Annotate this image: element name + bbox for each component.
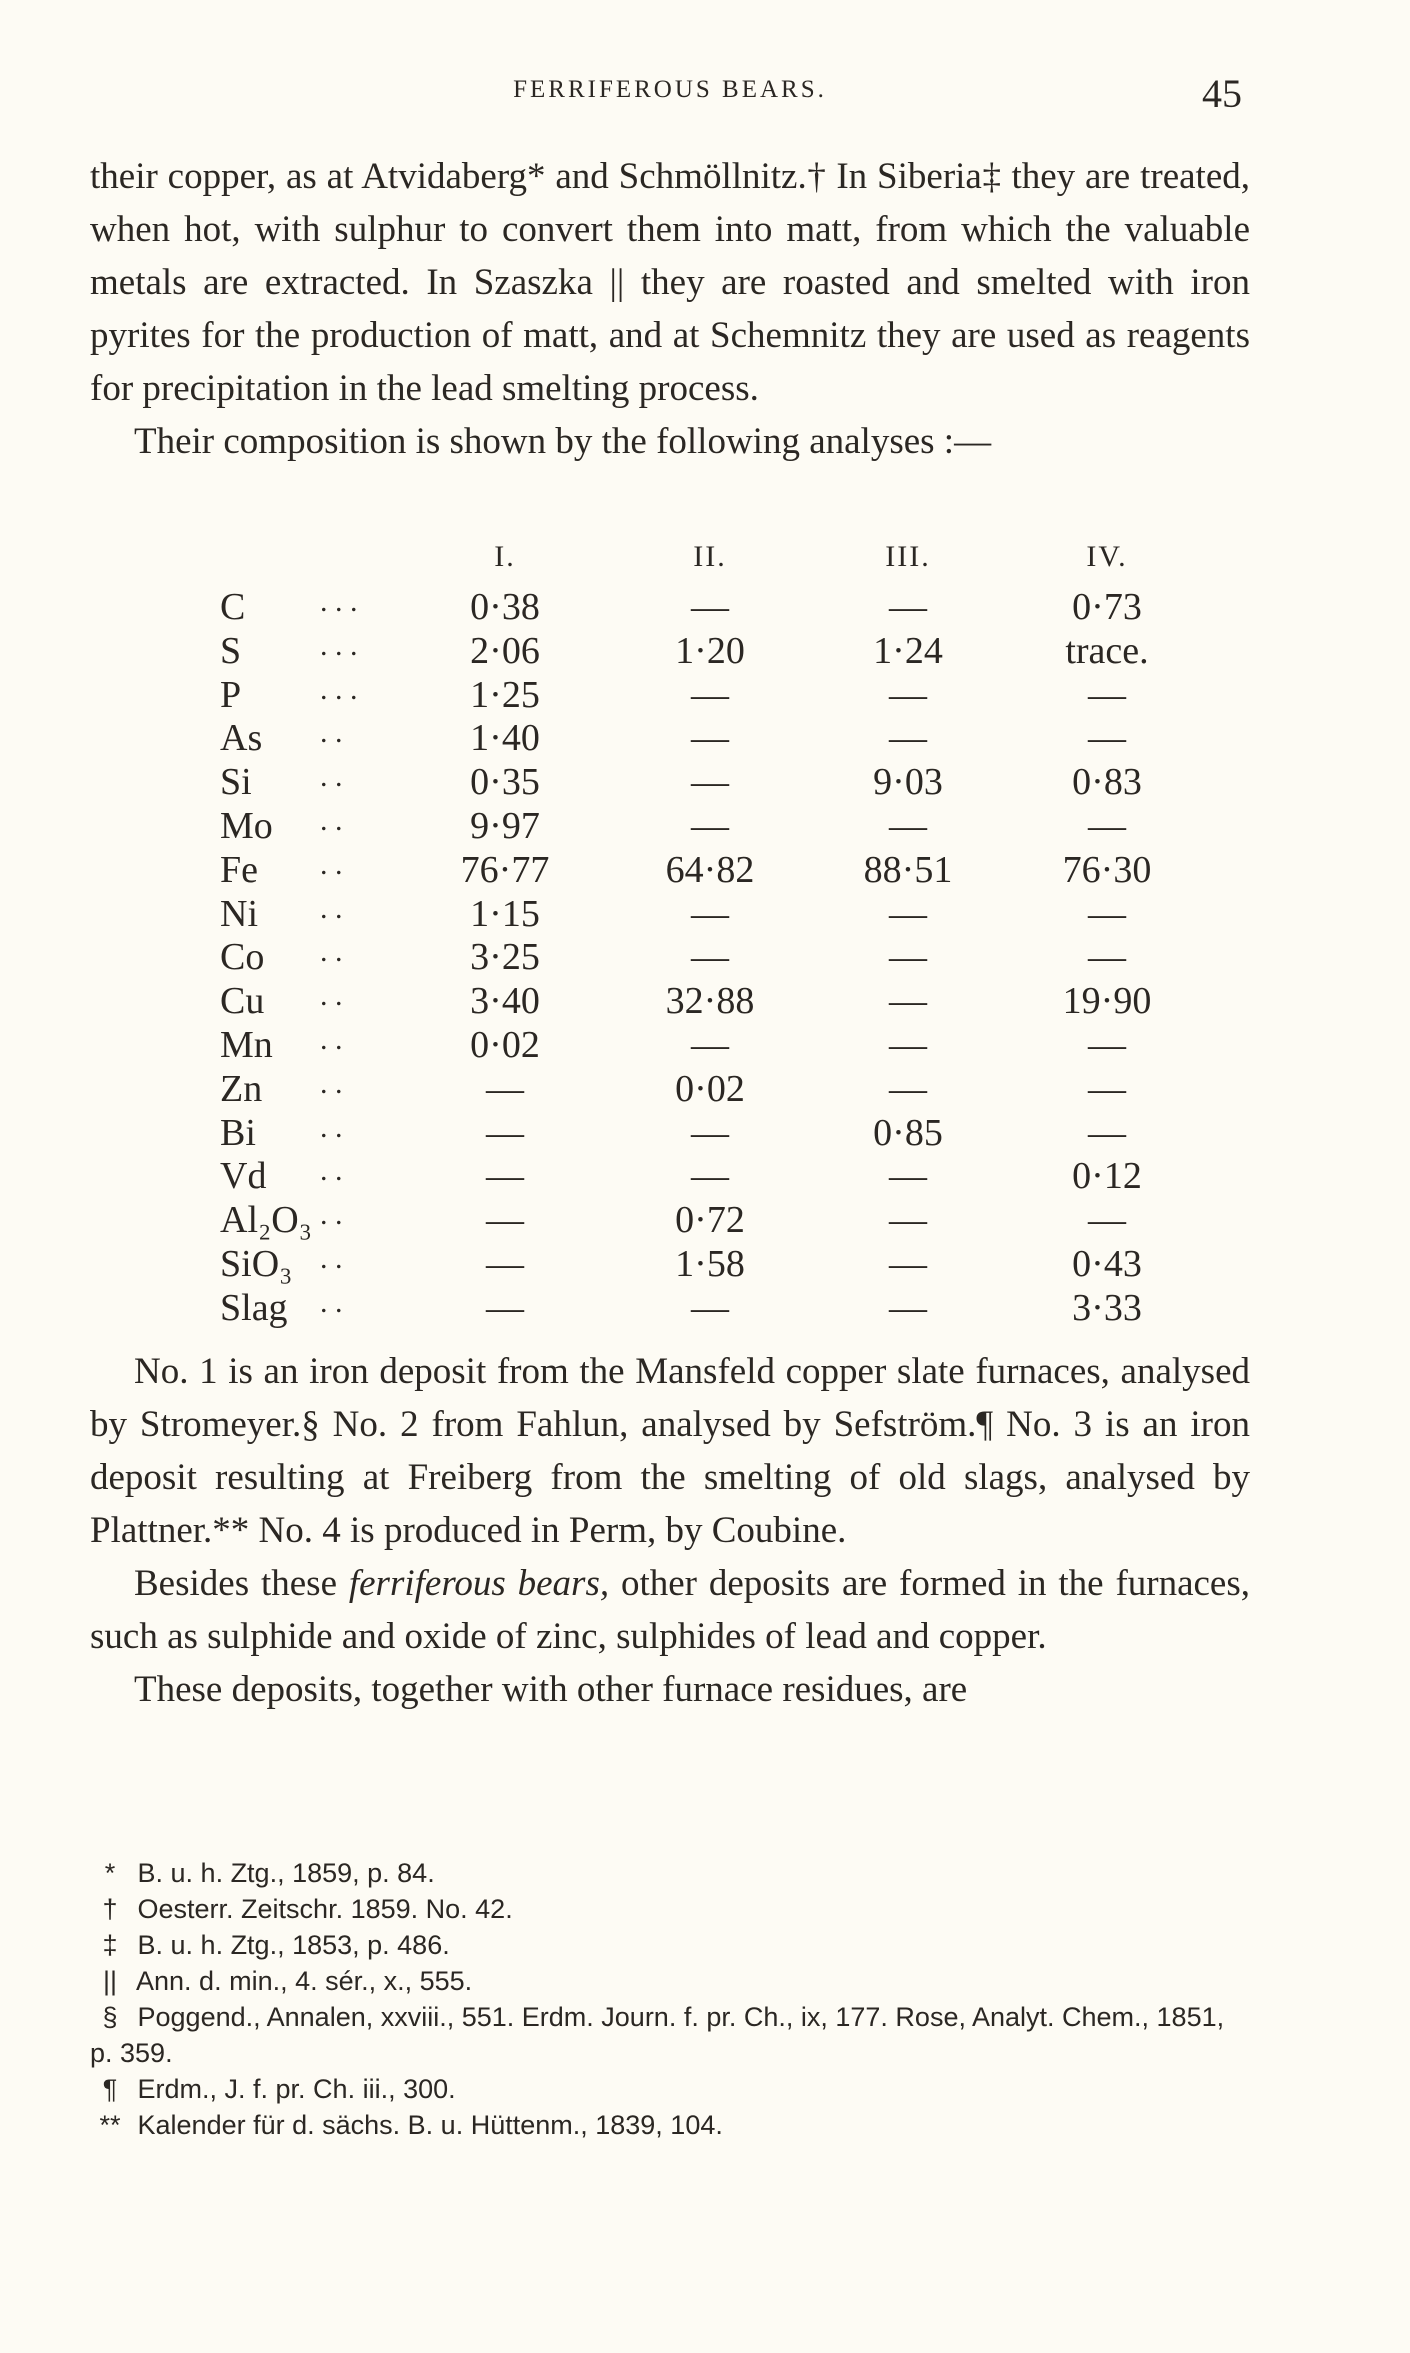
footnote-mark: † [102,1894,118,1924]
footnote-mark: § [102,2002,118,2032]
element-symbol: Slag [220,1286,288,1329]
table-cell: 3·25 [470,936,540,979]
analyses-table [90,540,1250,1340]
table-cell: — [1088,717,1126,760]
table-cell: — [691,892,729,935]
table-cell: — [889,805,927,847]
element-symbol: Fe [220,848,258,891]
leader-dots: . . [320,935,343,969]
footnote [90,2107,1250,2143]
leader-dots: . . [320,979,343,1013]
table-row [90,1023,1250,1067]
leader-dots: . . [320,891,343,925]
table-cell: — [889,1199,927,1242]
footnote-text: Kalender für d. sächs. B. u. Hüttenm., 1839, 104. [137,2110,723,2140]
element-symbol: P [220,673,242,716]
table-cell: — [691,586,729,628]
leader-dots: . . [320,1023,343,1056]
table-cell: 19·90 [1062,980,1152,1023]
table-row [90,1198,1250,1242]
table-cell: 0·43 [1072,1243,1142,1285]
table-row [90,848,1250,892]
footnote [90,1999,1250,2071]
leader-dots: . . [320,847,343,881]
table-cell: — [486,1111,524,1154]
element-symbol: C [220,586,246,628]
table-cell: — [691,805,729,847]
table-cell: 76·77 [460,848,550,891]
element-symbol: Co [220,936,265,979]
table-cell: — [1088,1199,1126,1242]
table-cell: — [691,761,729,804]
table-cell: — [691,673,729,716]
element-symbol: Mn [220,1024,273,1066]
table-cell: — [486,1286,524,1329]
element-symbol: Vd [220,1155,267,1198]
footnote [90,1927,1250,1963]
footnote-mark: * [104,1858,116,1888]
table-row [90,1154,1250,1198]
table-cell: trace. [1065,629,1149,672]
table-cell: — [691,1024,729,1066]
table-cell: 1·20 [675,629,745,672]
footnote-mark: ** [99,2110,121,2140]
element-symbol: As [220,717,263,760]
paragraph-analyses-notes: No. 1 is an iron deposit from the Mansfeld copper slate furnaces, analysed by Stromeyer.§ No. 2 from Fahlun, analysed by Sefström.¶ No. 3 is an iron deposit resulting at Freiberg from the smelting of old slags, analysed by Plattner.** No. 4 is produced in Perm, by Coubine. [90,1351,1250,1551]
table-row [90,979,1250,1023]
element-symbol: Cu [220,980,265,1023]
footnote-text: Poggend., Annalen, xxviii., 551. Erdm. Journ. f. pr. Ch., ix, 177. Rose, Analyt. Chem., 1851, p. 359. [90,2002,1225,2068]
table-cell: — [1088,892,1126,935]
table-row [90,892,1250,936]
table-cell: — [691,1155,729,1198]
column-header-iii: III. [885,540,931,573]
footnote-mark: || [102,1966,118,1996]
table-cell: — [1088,1024,1126,1066]
table-cell: 0·35 [470,761,540,804]
footnote-text: Ann. d. min., 4. sér., x., 555. [136,1966,473,1996]
leader-dots: . . [320,1198,343,1232]
table-cell: — [486,1199,524,1242]
leader-dots: . . . [320,672,358,706]
table-cell: 1·25 [470,673,540,716]
table-cell: 64·82 [665,848,755,891]
table-cell: — [889,936,927,979]
table-row [90,716,1250,760]
table-cell: 1·58 [675,1243,745,1285]
leader-dots: . . [320,716,343,750]
table-cell: — [691,717,729,760]
table-cell: — [691,1111,729,1154]
footnote-text: B. u. h. Ztg., 1853, p. 486. [137,1930,450,1960]
running-title: FERRIFEROUS BEARS. [513,76,827,103]
table-row [90,760,1250,804]
table-cell: 1·24 [873,629,943,672]
table-cell: — [486,1243,524,1285]
element-symbol: Mo [220,805,273,847]
table-cell: 9·97 [470,805,540,847]
table-cell: — [486,1067,524,1110]
table-cell: 88·51 [863,848,953,891]
table-cell: — [889,673,927,716]
table-cell: 0·85 [873,1111,943,1154]
table-row [90,1111,1250,1155]
table-cell: 0·73 [1072,586,1142,628]
table-cell: 2·06 [470,629,540,672]
table-cell: — [889,1286,927,1329]
table-row [90,1242,1250,1286]
table-cell: 3·33 [1072,1286,1142,1329]
table-cell: 0·02 [675,1067,745,1110]
body-text-top [90,150,1250,468]
column-header-iv: IV. [1086,540,1128,573]
paragraph-other-deposits [90,1557,1250,1663]
table-row [90,935,1250,979]
footnote-text: B. u. h. Ztg., 1859, p. 84. [137,1858,435,1888]
element-symbol: Al₂O₃ [220,1199,312,1242]
leader-dots: . . [320,1285,343,1319]
table-cell: — [1088,936,1126,979]
table-cell: 76·30 [1062,848,1152,891]
table-cell: — [889,586,927,628]
footnote-text: Erdm., J. f. pr. Ch. iii., 300. [137,2074,456,2104]
table-cell: — [889,1024,927,1066]
footnote [90,1963,1250,1999]
table-column-headers [90,540,1250,580]
table-row [90,673,1250,717]
table-cell: — [889,1155,927,1198]
leader-dots: . . [320,1066,343,1100]
table-cell: 0·02 [470,1024,540,1066]
paragraph-continuation: their copper, as at Atvidaberg* and Schmöllnitz.† In Siberia‡ they are treated, when hot, with sulphur to convert them into matt, from which the valuable metals are extracted. In Szaszka || they are roasted and smelted with iron pyrites for the production of matt, and at Schemnitz they are used as reagents for precipitation in the lead smelting process. [90,156,1250,409]
leader-dots: . . [320,804,343,837]
column-header-ii: II. [693,540,727,573]
table-cell: 0·83 [1072,761,1142,804]
text-run: other deposits are formed in the furnaces, such as sulphide and oxide of zinc, sulphides of lead and copper. [90,1563,1251,1657]
table-row [90,585,1250,629]
body-text-bottom [90,1345,1250,1716]
table-row [90,1286,1250,1330]
table-cell: 0·38 [470,586,540,628]
leader-dots: . . [320,1154,343,1188]
table-cell: — [1088,1111,1126,1154]
element-symbol: Zn [220,1067,263,1110]
table-cell: 3·40 [470,980,540,1023]
table-cell: 9·03 [873,761,943,804]
table-cell: — [486,1155,524,1198]
table-cell: — [1088,1067,1126,1110]
table-cell: — [1088,673,1126,716]
table-row [90,1067,1250,1111]
table-cell: 32·88 [665,980,755,1023]
table-cell: 1·15 [470,892,540,935]
footnote-text: Oesterr. Zeitschr. 1859. No. 42. [137,1894,513,1924]
table-cell: 0·12 [1072,1155,1142,1198]
page-number: 45 [1202,71,1242,116]
table-cell: — [889,892,927,935]
column-header-i: I. [494,540,516,573]
running-head [90,70,1250,130]
table-cell: 1·40 [470,717,540,760]
table-cell: — [889,1243,927,1285]
element-symbol: Bi [220,1111,256,1154]
element-symbol: Ni [220,892,258,935]
element-symbol: Si [220,761,252,804]
table-cell: — [1088,805,1126,847]
table-row [90,804,1250,848]
table-cell: — [889,980,927,1023]
leader-dots: . . . [320,628,358,662]
footnote [90,1891,1250,1927]
table-cell: — [691,936,729,979]
italic-term: ferriferous bears, [348,1563,610,1604]
table-cell: 0·72 [675,1199,745,1242]
leader-dots: . . [320,1242,343,1275]
table-cell: — [889,717,927,760]
footnote-mark: ¶ [102,2074,118,2104]
table-cell: — [889,1067,927,1110]
table-cell: — [691,1286,729,1329]
element-symbol: SiO₃ [220,1243,293,1285]
footnote [90,2071,1250,2107]
footnotes [90,1855,1250,2143]
leader-dots: . . . [320,585,358,618]
footnote-mark: ‡ [102,1930,118,1960]
leader-dots: . . [320,760,343,794]
paragraph-analyses-intro: Their composition is shown by the following analyses :— [134,421,992,462]
leader-dots: . . [320,1110,343,1144]
table-row [90,629,1250,673]
element-symbol: S [220,629,242,672]
footnote [90,1855,1250,1891]
text-run: Besides these [134,1563,349,1604]
paragraph-residues: These deposits, together with other furnace residues, are [134,1669,968,1710]
